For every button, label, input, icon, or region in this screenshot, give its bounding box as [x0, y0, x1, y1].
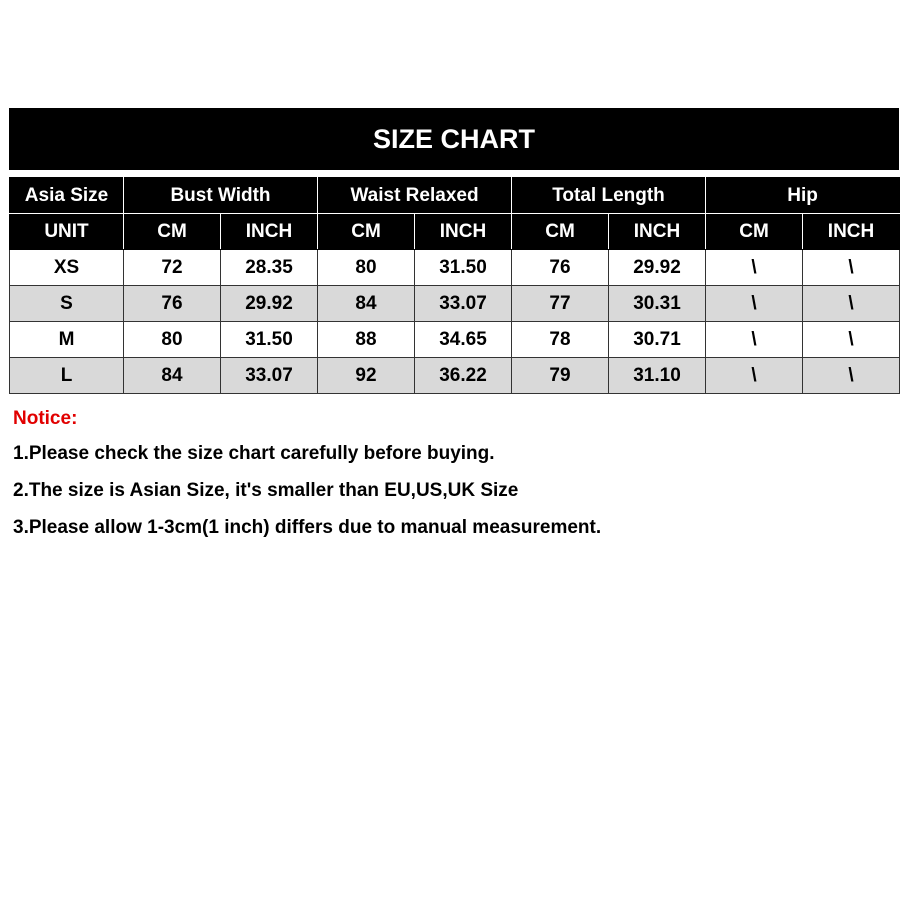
header-hip: Hip	[706, 178, 900, 214]
table-row-s	[10, 286, 900, 322]
chart-title: SIZE CHART	[9, 108, 899, 170]
length-cm-cell: 79	[512, 358, 609, 394]
length-inch-cell: 30.71	[609, 322, 706, 358]
length-inch-cell: 29.92	[609, 250, 706, 286]
size-chart	[9, 108, 899, 394]
bust-inch-cell: 31.50	[221, 322, 318, 358]
hip-inch-cell: \	[803, 322, 900, 358]
waist-cm-cell: 84	[318, 286, 415, 322]
header-waist-cm: CM	[318, 214, 415, 250]
length-inch-cell: 31.10	[609, 358, 706, 394]
notice-section	[13, 405, 601, 546]
notice-title: Notice:	[13, 408, 78, 429]
table-row-m	[10, 322, 900, 358]
table-row-l	[10, 358, 900, 394]
bust-cm-cell: 76	[124, 286, 221, 322]
length-cm-cell: 78	[512, 322, 609, 358]
waist-cm-cell: 88	[318, 322, 415, 358]
header-bust-width: Bust Width	[124, 178, 318, 214]
bust-inch-cell: 29.92	[221, 286, 318, 322]
bust-cm-cell: 84	[124, 358, 221, 394]
notice-line-3: 3.Please allow 1-3cm(1 inch) differs due to manual measurement.	[13, 517, 602, 538]
group-header-row	[10, 178, 900, 214]
size-cell: S	[10, 286, 124, 322]
hip-inch-cell: \	[803, 358, 900, 394]
hip-cm-cell: \	[706, 358, 803, 394]
table-row-xs	[10, 250, 900, 286]
header-waist-inch: INCH	[415, 214, 512, 250]
waist-inch-cell: 34.65	[415, 322, 512, 358]
waist-inch-cell: 33.07	[415, 286, 512, 322]
length-cm-cell: 77	[512, 286, 609, 322]
header-total-length: Total Length	[512, 178, 706, 214]
unit-header-row	[10, 214, 900, 250]
waist-inch-cell: 36.22	[415, 358, 512, 394]
hip-cm-cell: \	[706, 286, 803, 322]
size-table	[9, 177, 900, 394]
waist-cm-cell: 92	[318, 358, 415, 394]
header-length-cm: CM	[512, 214, 609, 250]
header-hip-inch: INCH	[803, 214, 900, 250]
bust-cm-cell: 72	[124, 250, 221, 286]
hip-cm-cell: \	[706, 322, 803, 358]
waist-cm-cell: 80	[318, 250, 415, 286]
waist-inch-cell: 31.50	[415, 250, 512, 286]
hip-cm-cell: \	[706, 250, 803, 286]
hip-inch-cell: \	[803, 286, 900, 322]
size-cell: L	[10, 358, 124, 394]
header-length-inch: INCH	[609, 214, 706, 250]
bust-inch-cell: 33.07	[221, 358, 318, 394]
header-waist-relaxed: Waist Relaxed	[318, 178, 512, 214]
notice-line-1: 1.Please check the size chart carefully before buying.	[13, 443, 495, 464]
length-inch-cell: 30.31	[609, 286, 706, 322]
hip-inch-cell: \	[803, 250, 900, 286]
length-cm-cell: 76	[512, 250, 609, 286]
header-asia-size: Asia Size	[10, 178, 124, 214]
notice-line-2: 2.The size is Asian Size, it's smaller than EU,US,UK Size	[13, 480, 519, 501]
size-cell: XS	[10, 250, 124, 286]
header-bust-cm: CM	[124, 214, 221, 250]
size-cell: M	[10, 322, 124, 358]
header-unit: UNIT	[10, 214, 124, 250]
bust-cm-cell: 80	[124, 322, 221, 358]
bust-inch-cell: 28.35	[221, 250, 318, 286]
header-hip-cm: CM	[706, 214, 803, 250]
header-bust-inch: INCH	[221, 214, 318, 250]
